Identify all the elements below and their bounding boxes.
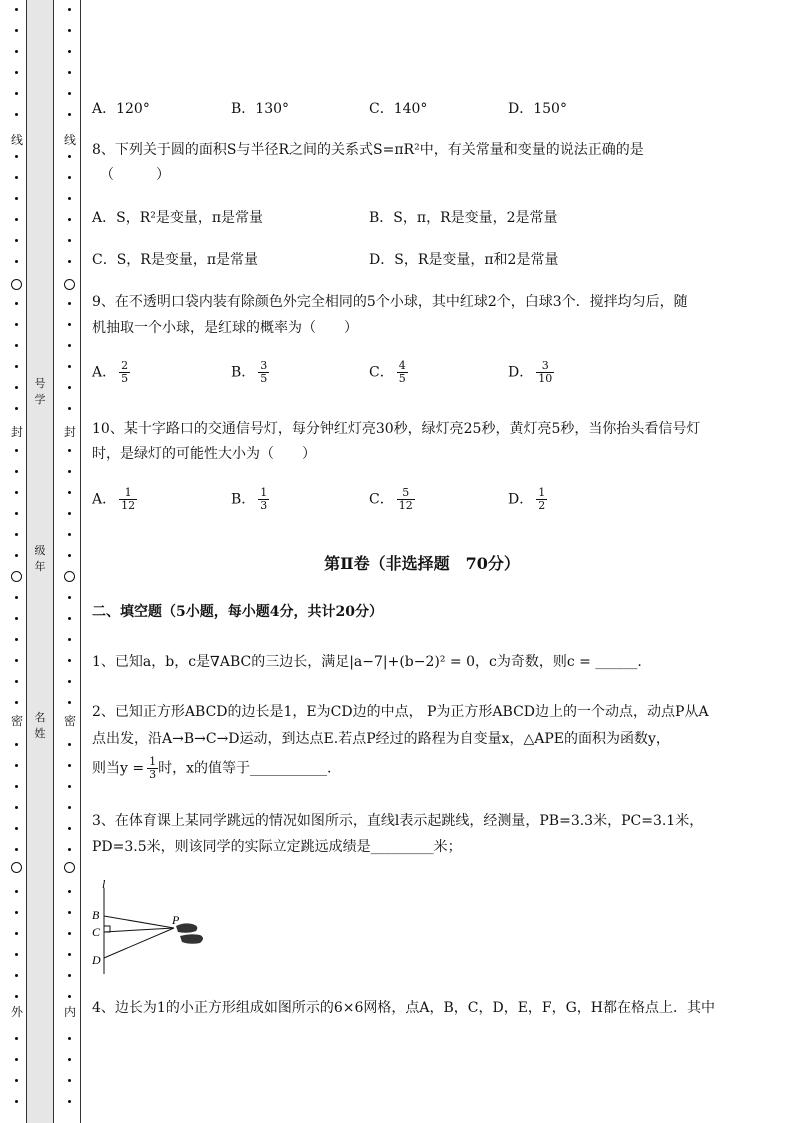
margin-dot [15, 659, 18, 662]
fill-q4-line1: 4、边长为1的小正方形组成如图所示的6×6网格，点A，B，C，D，E，F，G，H都在格点上．其中 [92, 1000, 716, 1016]
margin-dot [15, 386, 18, 389]
margin-dot [68, 827, 71, 830]
margin-dot [15, 92, 18, 95]
q10-stem-line1: 10、某十字路口的交通信号灯，每分钟红灯亮30秒，绿灯亮25秒，黄灯亮5秒，当你抬头看信号灯 [92, 421, 701, 437]
margin-dot [15, 239, 18, 242]
margin-dot [68, 218, 71, 221]
margin-dot [68, 197, 71, 200]
margin-dot [68, 596, 71, 599]
label-c: C [92, 925, 101, 939]
margin-dot [15, 701, 18, 704]
margin-dot [68, 1058, 71, 1061]
margin-dot [15, 113, 18, 116]
margin-dot [15, 785, 18, 788]
fill-q2-line3: 则当y = $\frac{1}{3}$ 时，x的值等于___________. [92, 755, 332, 781]
q10-stem-line2: 时，是绿灯的可能性大小为（ ） [92, 446, 316, 462]
margin-dot [15, 491, 18, 494]
fill-q3-line1: 3、在体育课上某同学跳远的情况如图所示，直线l表示起跳线，经测量，PB=3.3米，PC=3.1米， [92, 813, 704, 829]
grade-label: 级 年 [34, 544, 46, 573]
right-angle-mark [104, 926, 110, 932]
outer-label-wai: 外 [10, 1005, 23, 1019]
margin-dot [68, 239, 71, 242]
segment-pb [104, 916, 174, 928]
q8-option-d: D．S，R是变量，π和2是常量 [369, 252, 559, 268]
margin-dot [68, 491, 71, 494]
footprint-lower [180, 934, 203, 944]
inner-label-mi: 密 [63, 714, 76, 728]
margin-dot [15, 218, 18, 221]
margin-dot [68, 974, 71, 977]
outer-label-mi: 密 [10, 714, 23, 728]
q9-option-c: C． $\frac{4}{5}$ [369, 359, 406, 385]
margin-dot [15, 764, 18, 767]
margin-dot [15, 1079, 18, 1082]
margin-dot [68, 407, 71, 410]
margin-dot [68, 932, 71, 935]
margin-dot [15, 71, 18, 74]
margin-dot [68, 701, 71, 704]
margin-dot [68, 71, 71, 74]
margin-dot [15, 995, 18, 998]
margin-dot [15, 554, 18, 557]
margin-dot [15, 407, 18, 410]
margin-dot [15, 302, 18, 305]
margin-dot [68, 617, 71, 620]
margin-dot [68, 29, 71, 32]
q10-option-d: D． $\frac{1}{2}$ [508, 486, 546, 512]
margin-dot [68, 8, 71, 11]
margin-dot [15, 1037, 18, 1040]
margin-circle [11, 279, 22, 290]
margin-circle [11, 571, 22, 582]
margin-dot [68, 302, 71, 305]
margin-dot [68, 743, 71, 746]
label-l: l [102, 877, 106, 891]
margin-dot [15, 512, 18, 515]
margin-circle [11, 862, 22, 873]
q9-option-a: A． $\frac{2}{5}$ [92, 359, 129, 385]
q8-option-c: C．S，R是变量，π是常量 [92, 252, 259, 268]
q10-option-a: A． $\frac{1}{12}$ [92, 486, 136, 512]
margin-dot [68, 995, 71, 998]
margin-dot [15, 1058, 18, 1061]
fill-q3-line2: PD=3.5米，则该同学的实际立定跳远成绩是_________米； [92, 839, 462, 855]
inner-label-feng: 封 [63, 425, 76, 439]
student-id-label: 号 学 [34, 377, 46, 406]
q8-answer-paren: （ ） [100, 167, 170, 183]
margin-dot [15, 533, 18, 536]
margin-dot [15, 260, 18, 263]
long-jump-figure [88, 876, 218, 976]
margin-circle [64, 279, 75, 290]
margin-dot [15, 8, 18, 11]
margin-dot [15, 449, 18, 452]
segment-pc [104, 928, 174, 932]
section-2-title: 第Ⅱ卷（非选择题 70分） [324, 554, 520, 573]
q10-option-c: C． $\frac{5}{12}$ [369, 486, 413, 512]
q9-stem-line2: 机抽取一个小球，是红球的概率为（ ） [92, 320, 358, 336]
margin-dot [68, 911, 71, 914]
margin-dot [68, 50, 71, 53]
margin-dot [68, 806, 71, 809]
margin-dot [15, 1100, 18, 1103]
margin-dot [68, 512, 71, 515]
margin-dot [68, 449, 71, 452]
binding-margin [0, 0, 84, 1123]
segment-pd [104, 928, 174, 958]
margin-dot [68, 92, 71, 95]
outer-label-feng: 封 [10, 425, 23, 439]
q8-option-a: A．S，R²是变量，π是常量 [92, 210, 264, 226]
margin-dot [15, 953, 18, 956]
name-label: 名 姓 [34, 711, 46, 740]
margin-dot [68, 365, 71, 368]
q10-options [92, 487, 752, 521]
margin-dot [15, 365, 18, 368]
inner-dotted-line [63, 0, 77, 1123]
margin-dot [68, 1100, 71, 1103]
margin-dot [68, 1037, 71, 1040]
margin-dot [15, 974, 18, 977]
margin-dot [15, 680, 18, 683]
margin-dot [68, 260, 71, 263]
margin-dot [15, 176, 18, 179]
margin-dot [68, 890, 71, 893]
margin-dot [68, 533, 71, 536]
margin-dot [15, 197, 18, 200]
margin-dot [68, 323, 71, 326]
fill-in-section-title: 二、填空题（5小题，每小题4分，共计20分） [92, 604, 383, 620]
q7-option-b: B．130° [231, 101, 290, 117]
outer-label-xian: 线 [10, 133, 23, 147]
margin-dot [15, 344, 18, 347]
margin-dot [68, 470, 71, 473]
fill-q1: 1、已知a，b，c是∇ABC的三边长，满足|a−7|+(b−2)² = 0，c为奇数，则c = ______. [92, 654, 642, 670]
margin-dot [15, 743, 18, 746]
margin-dot [68, 1079, 71, 1082]
label-d: D [92, 953, 101, 967]
inner-label-xian: 线 [63, 133, 76, 147]
margin-dot [15, 617, 18, 620]
margin-dot [68, 386, 71, 389]
fill-q2-line1: 2、已知正方形ABCD的边长是1，E为CD边的中点， P为正方形ABCD边上的一个动点，动点P从A [92, 704, 709, 720]
margin-dot [68, 344, 71, 347]
margin-dot [15, 806, 18, 809]
q7-option-a: A．120° [92, 101, 150, 117]
margin-dot [68, 848, 71, 851]
margin-circle [64, 571, 75, 582]
label-p: P [172, 913, 180, 927]
q10-option-b: B． $\frac{1}{3}$ [231, 486, 268, 512]
margin-dot [68, 638, 71, 641]
margin-dot [15, 848, 18, 851]
margin-dot [68, 785, 71, 788]
q8-stem: 8、下列关于圆的面积S与半径R之间的关系式S=πR²中，有关常量和变量的说法正确的是 [92, 142, 644, 158]
q9-option-d: D． $\frac{3}{10}$ [508, 359, 553, 385]
q9-stem-line1: 9、在不透明口袋内装有除颜色外完全相同的5个小球，其中红球2个，白球3个．搅拌均匀后，随 [92, 294, 688, 310]
q9-options [92, 360, 752, 394]
margin-dot [68, 659, 71, 662]
margin-dot [15, 29, 18, 32]
margin-dot [15, 827, 18, 830]
margin-dot [15, 932, 18, 935]
margin-dot [68, 680, 71, 683]
fill-q2-line2: 点出发，沿A→B→C→D运动，到达点E.若点P经过的路程为自变量x，△APE的面积为函数y， [92, 731, 670, 747]
outer-dotted-line [10, 0, 24, 1123]
margin-divider [80, 0, 81, 1123]
margin-dot [68, 554, 71, 557]
margin-dot [15, 596, 18, 599]
margin-dot [68, 764, 71, 767]
margin-dot [68, 953, 71, 956]
margin-dot [68, 155, 71, 158]
q7-option-d: D．150° [508, 101, 567, 117]
margin-dot [15, 323, 18, 326]
margin-dot [68, 113, 71, 116]
inner-label-nei: 内 [63, 1005, 76, 1019]
margin-dot [68, 176, 71, 179]
q9-option-b: B． $\frac{3}{5}$ [231, 359, 268, 385]
margin-dot [15, 638, 18, 641]
q8-option-b: B．S，π，R是变量，2是常量 [369, 210, 558, 226]
q7-option-c: C．140° [369, 101, 428, 117]
margin-dot [15, 911, 18, 914]
label-b: B [92, 908, 100, 922]
margin-dot [15, 890, 18, 893]
margin-dot [15, 50, 18, 53]
margin-dot [15, 155, 18, 158]
margin-dot [15, 470, 18, 473]
margin-circle [64, 862, 75, 873]
